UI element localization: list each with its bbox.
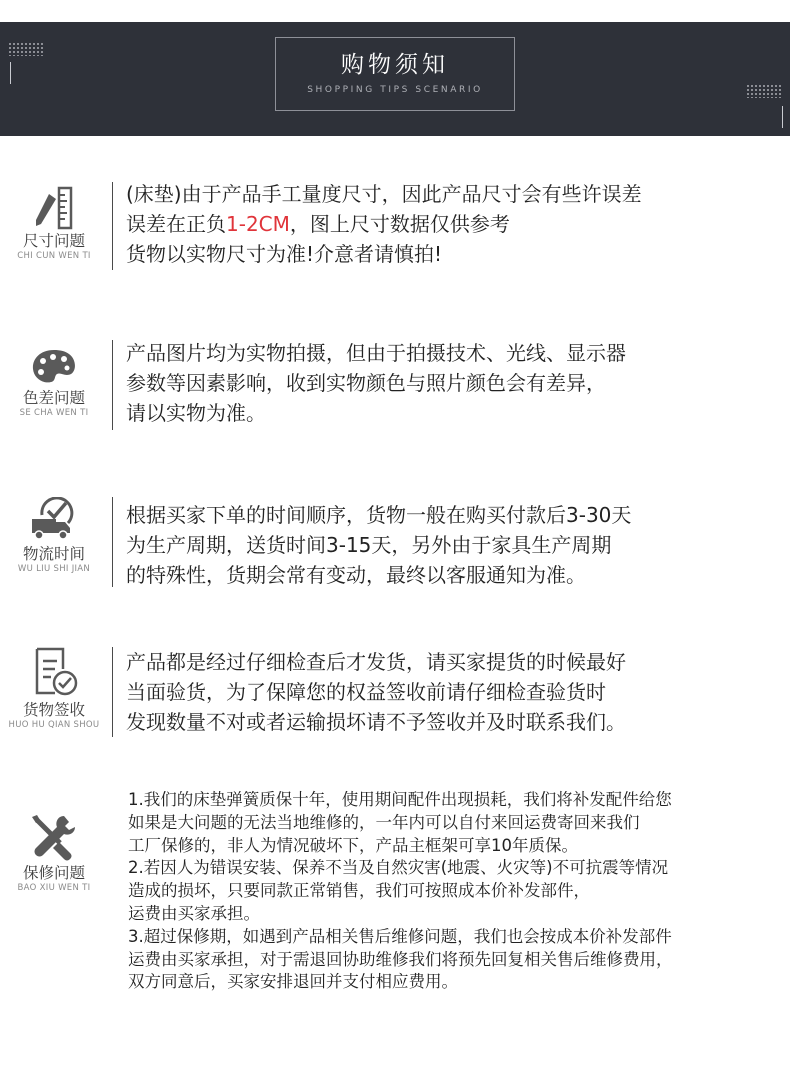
header-banner (0, 22, 790, 136)
text-line (126, 209, 786, 239)
section-receipt (0, 645, 790, 745)
section-text (128, 789, 788, 994)
document-check-icon (27, 645, 81, 699)
title-box (275, 37, 515, 111)
section-icon-group (8, 186, 100, 262)
text-line: 根据买家下单的时间顺序，货物一般在购买付款后3-30天 (126, 503, 632, 527)
text-line: 工厂保修的，非人为情况破坏下，产品主框架可享10年质保。 (128, 835, 578, 855)
text-line: 3.超过保修期，如遇到产品相关售后维修问题，我们也会按成本价补发部件 (128, 926, 672, 946)
text-segment: 误差在正负 (126, 212, 226, 236)
text-line: 2.若因人为错误安装、保养不当及自然灾害(地震、火灾等)不可抗震等情况 (128, 858, 669, 878)
section-text (126, 179, 786, 269)
section-icon-group (8, 812, 100, 894)
section-text (126, 338, 786, 428)
section-text (126, 647, 786, 737)
section-icon-group (8, 347, 100, 419)
page-title: 购物须知 (341, 52, 449, 78)
text-line: 造成的损坏，只要同款正常销售，我们可按照成本价补发部件， (128, 881, 590, 901)
text-line: 货物以实物尺寸为准!介意者请慎拍! (126, 242, 443, 266)
text-line: 参数等因素影响，收到实物颜色与照片颜色会有差异， (126, 371, 606, 395)
section-pinyin: HUO HU QIAN SHOU (8, 720, 100, 730)
section-pinyin: CHI CUN WEN TI (17, 251, 91, 261)
text-line: 运费由买家承担，对于需退回协助维修我们将预先回复相关售后维修费用， (128, 949, 673, 969)
ruler-pencil-icon (29, 186, 79, 230)
palette-icon (29, 347, 79, 387)
section-pinyin: SE CHA WEN TI (19, 408, 89, 418)
line-decoration (782, 106, 783, 128)
section-icon-group (8, 645, 100, 731)
section-divider (112, 647, 113, 737)
line-decoration (10, 62, 11, 84)
text-line: 运费由买家承担。 (128, 903, 260, 923)
text-line: 双方同意后，买家安排退回并支付相应费用。 (128, 972, 458, 992)
dot-pattern-decoration (8, 42, 44, 56)
text-line: 的特殊性，货期会常有变动，最终以客服通知为准。 (126, 563, 586, 587)
section-warranty (0, 788, 790, 1008)
section-label: 保修问题 (22, 864, 85, 882)
section-pinyin: BAO XIU WEN TI (17, 883, 91, 893)
section-icon-group (8, 497, 100, 575)
text-line: 为生产周期，送货时间3-15天，另外由于家具生产周期 (126, 533, 612, 557)
dot-pattern-decoration (746, 84, 782, 98)
highlight-text: 1-2CM (226, 212, 290, 236)
section-divider (112, 497, 113, 587)
text-line: 产品图片均为实物拍摄，但由于拍摄技术、光线、显示器 (126, 341, 626, 365)
text-line: 请以实物为准。 (126, 401, 266, 425)
text-line: 1.我们的床垫弹簧质保十年，使用期间配件出现损耗，我们将补发配件给您 (128, 790, 672, 809)
text-line: 如果是大问题的无法当地维修的，一年内可以自付来回运费寄回来我们 (128, 812, 640, 832)
section-logistics (0, 495, 790, 595)
section-label: 色差问题 (22, 389, 85, 407)
section-label: 尺寸问题 (22, 232, 85, 250)
delivery-truck-icon (28, 497, 80, 543)
section-text (126, 500, 786, 590)
section-label: 物流时间 (22, 545, 85, 563)
wrench-screwdriver-icon (28, 812, 80, 862)
section-color (0, 335, 790, 435)
text-line: (床垫)由于产品手工量度尺寸，因此产品尺寸会有些许误差 (126, 182, 642, 206)
section-label: 货物签收 (22, 701, 85, 719)
text-line: 当面验货，为了保障您的权益签收前请仔细检查验货时 (126, 680, 606, 704)
section-pinyin: WU LIU SHI JIAN (17, 564, 91, 574)
text-segment: ，图上尺寸数据仅供参考 (289, 212, 510, 236)
section-divider (112, 182, 113, 270)
page-subtitle: SHOPPING TIPS SCENARIO (307, 85, 483, 95)
section-divider (112, 340, 113, 430)
text-line: 产品都是经过仔细检查后才发货，请买家提货的时候最好 (126, 650, 626, 674)
text-line: 发现数量不对或者运输损坏请不予签收并及时联系我们。 (126, 710, 626, 734)
section-size (0, 176, 790, 276)
